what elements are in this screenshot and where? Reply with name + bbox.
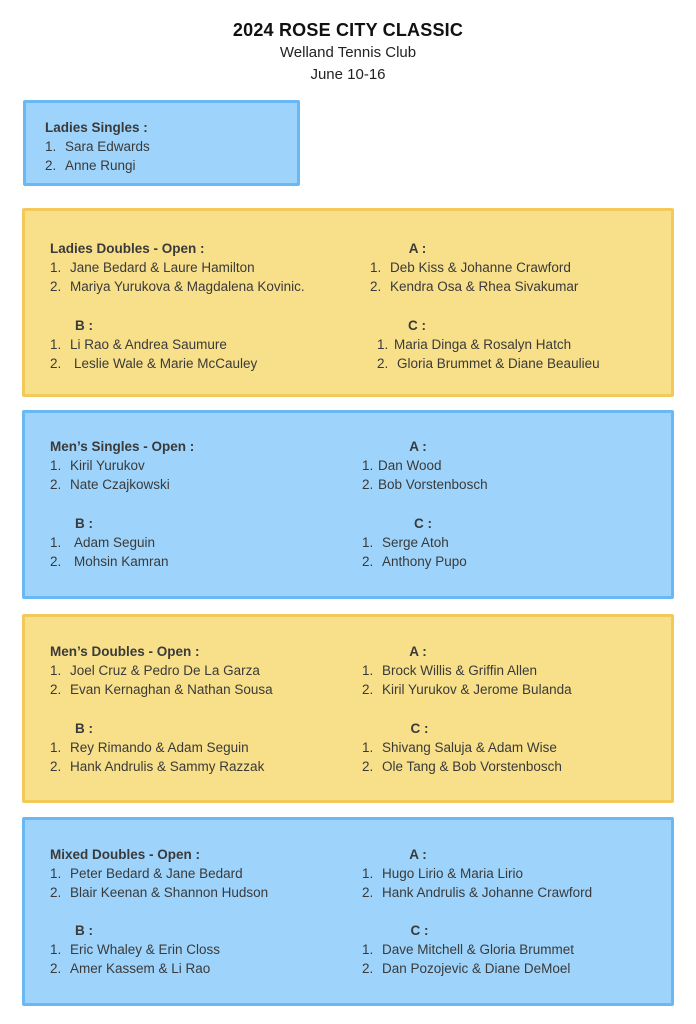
- list-item: 1. Peter Bedard & Jane Bedard: [50, 866, 243, 881]
- ladies-doubles-a: [370, 239, 578, 296]
- list-item: 1. Maria Dinga & Rosalyn Hatch: [377, 337, 572, 352]
- list-item: 2. Kendra Osa & Rhea Sivakumar: [370, 279, 579, 294]
- category-heading: Men’s Singles - Open :: [50, 439, 195, 454]
- category-heading: B :: [75, 923, 93, 938]
- list-item: 2. Blair Keenan & Shannon Hudson: [50, 885, 269, 900]
- category-heading: A :: [408, 241, 427, 256]
- category-heading: B :: [75, 318, 93, 333]
- mens-doubles-open: [50, 642, 273, 699]
- list-item: 2. Nate Czajkowski: [50, 477, 170, 492]
- list-item: 1. Shivang Saluja & Adam Wise: [362, 740, 557, 755]
- club-name: Welland Tennis Club: [279, 44, 417, 61]
- document-title: 2024 ROSE CITY CLASSIC: [232, 20, 464, 40]
- category-heading: C :: [410, 923, 429, 938]
- category-heading: Ladies Doubles - Open :: [50, 241, 205, 256]
- category-heading: B :: [75, 721, 93, 736]
- mens-singles-a: [362, 437, 488, 494]
- ladies-doubles-b: [50, 316, 257, 373]
- list-item: 2. Bob Vorstenbosch: [362, 477, 488, 492]
- list-item: 2. Dan Pozojevic & Diane DeMoel: [362, 961, 571, 976]
- category-heading: A :: [409, 644, 427, 659]
- category-heading: Men’s Doubles - Open :: [50, 644, 200, 659]
- category-heading: Mixed Doubles - Open :: [50, 847, 201, 862]
- list-item: 1. Dave Mitchell & Gloria Brummet: [362, 942, 575, 957]
- category-heading: C :: [408, 318, 426, 333]
- list-item: 2. Anthony Pupo: [362, 554, 467, 569]
- mixed-doubles-b: [50, 921, 220, 978]
- list-item: 1. Rey Rimando & Adam Seguin: [50, 740, 249, 755]
- ladies-doubles-c: [377, 316, 600, 373]
- mens-doubles-b: [50, 719, 264, 776]
- ladies-doubles-open: [50, 239, 305, 296]
- list-item: 1. Sara Edwards: [45, 139, 150, 154]
- category-heading: A :: [409, 439, 427, 454]
- list-item: 2. Gloria Brummet & Diane Beaulieu: [377, 356, 600, 371]
- list-item: 2. Mariya Yurukova & Magdalena Kovinic.: [50, 279, 305, 294]
- list-item: 1. Deb Kiss & Johanne Crawford: [370, 260, 571, 275]
- list-item: 1. Dan Wood: [362, 458, 442, 473]
- list-item: 1. Adam Seguin: [50, 535, 156, 550]
- mens-singles-c: [362, 514, 484, 571]
- event-dates: June 10-16: [310, 66, 386, 83]
- list-item: 1. Li Rao & Andrea Saumure: [50, 337, 227, 352]
- category-heading: A :: [409, 847, 427, 862]
- list-item: 2. Hank Andrulis & Sammy Razzak: [50, 759, 265, 774]
- mens-doubles-a: [362, 642, 572, 699]
- ladies-singles: [45, 118, 150, 175]
- list-item: 1. Brock Willis & Griffin Allen: [362, 663, 538, 678]
- list-item: 2. Mohsin Kamran: [50, 554, 169, 569]
- list-item: 1. Eric Whaley & Erin Closs: [50, 942, 221, 957]
- mens-singles-open: [50, 437, 194, 494]
- category-heading: B :: [75, 516, 93, 531]
- list-item: 1. Jane Bedard & Laure Hamilton: [50, 260, 255, 275]
- mixed-doubles-a: [362, 845, 592, 902]
- mixed-doubles-open: [50, 845, 268, 902]
- list-item: 2. Amer Kassem & Li Rao: [50, 961, 211, 976]
- mens-singles-b: [50, 514, 169, 571]
- category-heading: Ladies Singles :: [45, 120, 148, 135]
- list-item: 2. Kiril Yurukov & Jerome Bulanda: [362, 682, 572, 697]
- category-heading: C :: [410, 721, 429, 736]
- list-item: 1. Serge Atoh: [362, 535, 449, 550]
- list-item: 2. Hank Andrulis & Johanne Crawford: [362, 885, 593, 900]
- list-item: 2. Evan Kernaghan & Nathan Sousa: [50, 682, 273, 697]
- list-item: 2. Ole Tang & Bob Vorstenbosch: [362, 759, 562, 774]
- list-item: 1. Kiril Yurukov: [50, 458, 145, 473]
- list-item: 2. Leslie Wale & Marie McCauley: [50, 356, 258, 371]
- list-item: 2. Anne Rungi: [45, 158, 136, 173]
- list-item: 1. Joel Cruz & Pedro De La Garza: [50, 663, 260, 678]
- category-heading: C :: [414, 516, 432, 531]
- mixed-doubles-c: [362, 921, 574, 978]
- list-item: 1. Hugo Lirio & Maria Lirio: [362, 866, 524, 881]
- mens-doubles-c: [362, 719, 562, 776]
- document-header: [0, 18, 696, 86]
